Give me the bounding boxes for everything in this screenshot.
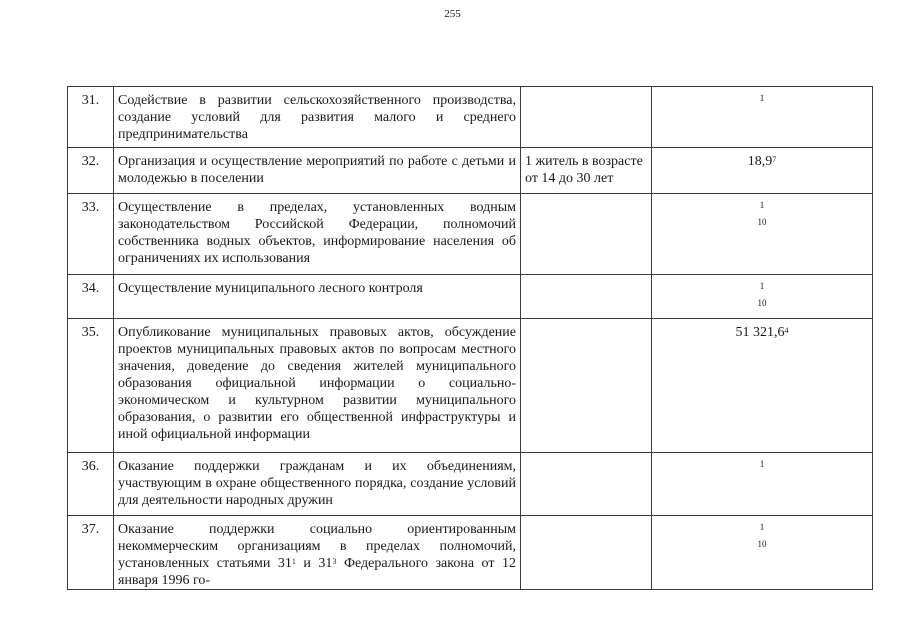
row-unit	[521, 319, 652, 453]
row-value	[652, 319, 873, 453]
table-row	[68, 453, 873, 516]
row-unit	[521, 194, 652, 275]
desc-superscript: 3	[332, 557, 337, 566]
value-text: 51 321,6	[735, 325, 785, 340]
desc-part: и 31	[295, 556, 333, 571]
row-number: 31.	[68, 87, 114, 148]
table-row	[68, 87, 873, 148]
table-row	[68, 275, 873, 319]
row-number: 37.	[68, 516, 114, 590]
table-row	[68, 194, 873, 275]
table-row	[68, 516, 873, 590]
value-footnote: 4	[784, 326, 789, 335]
desc-part: Федерального закона от 12 января 1996 го-	[118, 556, 516, 588]
value-text: 18,9	[747, 154, 773, 169]
row-number: 33.	[68, 194, 114, 275]
row-description: Осуществление в пределах, установленных водным законодательством Российской Федерации, полномочий собственника водных объектов, информирование населения об ограничениях их использования	[114, 194, 521, 275]
row-number: 36.	[68, 453, 114, 516]
desc-superscript: 1	[291, 557, 296, 566]
row-description: Содействие в развитии сельскохозяйственного производства, создание условий для развития малого и среднего предпринимательства	[114, 87, 521, 148]
footnote-ref: 1	[759, 522, 765, 532]
row-value	[652, 194, 873, 275]
table-row	[68, 319, 873, 453]
row-description	[114, 516, 521, 590]
footnote-ref: 10	[757, 217, 767, 227]
desc-part: Оказание поддержки социально ориентированным некоммерческим организациям в пределах полномочий, установленных статьями 31	[118, 522, 516, 571]
row-number: 32.	[68, 148, 114, 194]
footnote-ref: 1	[759, 200, 765, 210]
row-description: Осуществление муниципального лесного контроля	[114, 275, 521, 319]
footnote-ref: 1	[759, 281, 765, 291]
row-description: Опубликование муниципальных правовых актов, обсуждение проектов муниципальных правовых актов по вопросам местного значения, доведение до сведения жителей муниципального образования официальной информации о социально-экономическом и культурном развитии муниципального образования, о развитии его общественной инфраструктуры и иной официальной информации	[114, 319, 521, 453]
row-description: Организация и осуществление мероприятий по работе с детьми и молодежью в поселении	[114, 148, 521, 194]
row-number: 34.	[68, 275, 114, 319]
document-table	[67, 86, 873, 590]
row-unit	[521, 87, 652, 148]
row-unit	[521, 275, 652, 319]
row-number: 35.	[68, 319, 114, 453]
row-value	[652, 148, 873, 194]
row-value	[652, 275, 873, 319]
row-value	[652, 453, 873, 516]
row-unit	[521, 516, 652, 590]
footnote-ref: 1	[759, 93, 765, 103]
footnote-ref: 10	[757, 539, 767, 549]
row-description: Оказание поддержки гражданам и их объединениям, участвующим в охране общественного порядка, создание условий для деятельности народных дружин	[114, 453, 521, 516]
row-unit: 1 житель в возрасте от 14 до 30 лет	[521, 148, 652, 194]
footnote-ref: 10	[757, 298, 767, 308]
row-value	[652, 516, 873, 590]
table-row	[68, 148, 873, 194]
value-footnote: 7	[772, 155, 777, 164]
row-unit	[521, 453, 652, 516]
page-number: 255	[444, 8, 461, 20]
row-value	[652, 87, 873, 148]
footnote-ref: 1	[759, 459, 765, 469]
